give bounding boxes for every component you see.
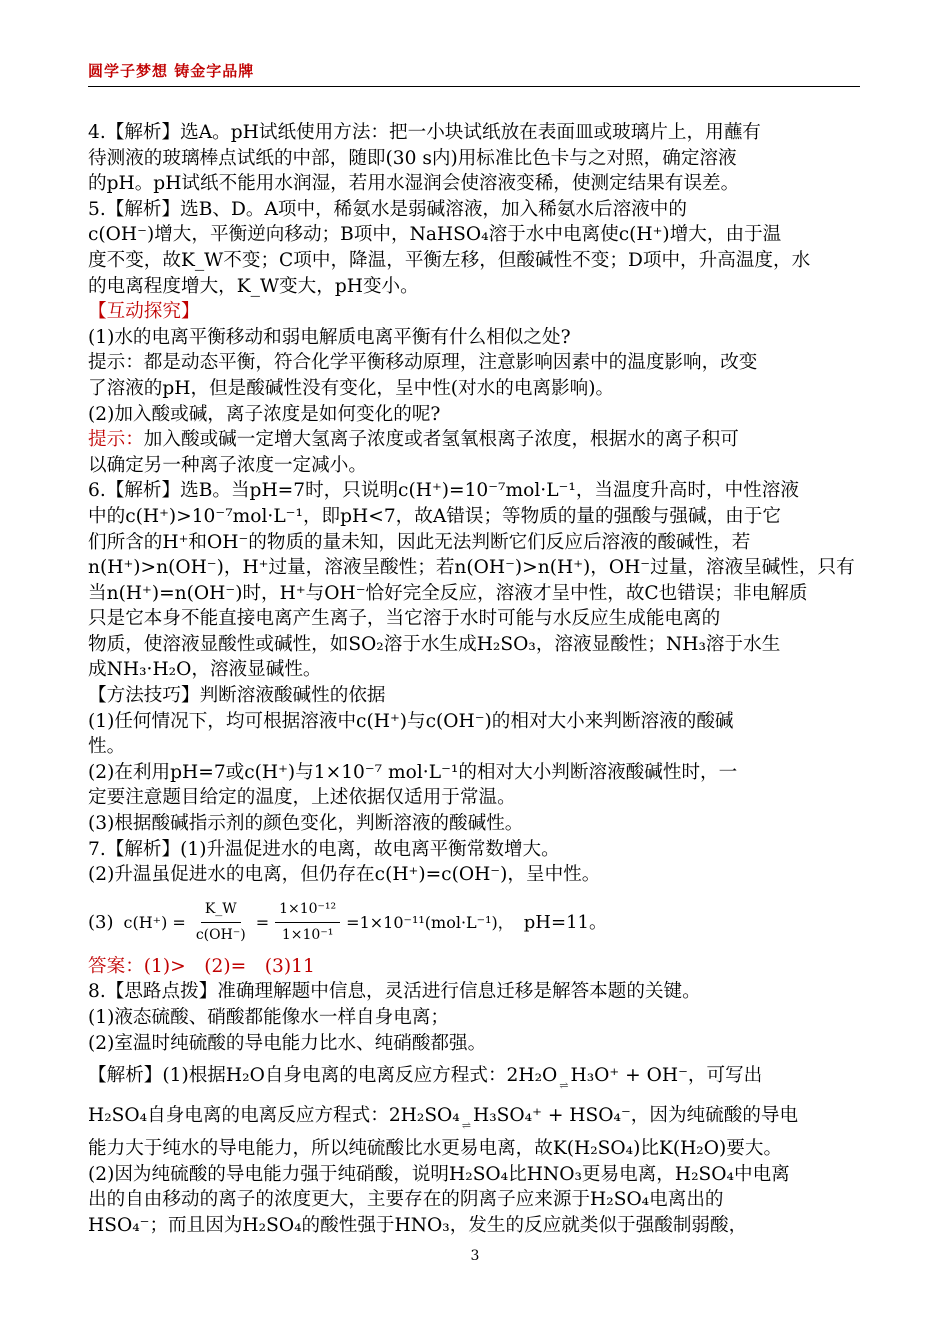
header-slogan: 圆学子梦想 铸金字品牌 [88,62,255,80]
text-line: (1)任何情况下，均可根据溶液中c(H⁺)与c(OH⁻)的相对大小来判断溶液的酸碱 [88,710,734,732]
text-line: 5.【解析】选B、D。A项中，稀氨水是弱碱溶液，加入稀氨水后溶液中的 [88,198,687,220]
fraction-kw [192,897,250,949]
text-line: 成NH₃·H₂O，溶液显碱性。 [88,659,322,681]
text-line: 物质，使溶液显酸性或碱性，如SO₂溶于水生成H₂SO₃，溶液显酸性；NH₃溶于水生 [88,633,781,655]
text-line: 4.【解析】选A。pH试纸使用方法：把一小块试纸放在表面皿或玻璃片上，用蘸有 [88,122,761,143]
text-line: (1)水的电离平衡移动和弱电解质电离平衡有什么相似之处? [88,326,571,348]
section-heading: 【互动探究】 [88,301,200,323]
fraction-values [275,897,340,949]
formula-rhs: =1×10⁻¹¹(mol·L⁻¹)， [346,913,514,933]
equation-text: 【解析】(1)根据H₂O自身电离的电离反应方程式：2H₂O [88,1065,558,1087]
fraction-denominator: 1×10⁻¹ [281,927,334,944]
text-line: 提示：都是动态平衡，符合化学平衡移动原理，注意影响因素中的温度影响，改变 [88,352,758,374]
text-line: 能力大于纯水的导电能力，所以纯硫酸比水更易电离，故K(H₂SO₄)比K(H₂O)要大。 [88,1138,783,1160]
equation-line [88,1096,863,1136]
text-line: (2)室温时纯硫酸的导电能力比水、纯硝酸都强。 [88,1032,487,1054]
text-line: c(OH⁻)增大，平衡逆向移动；B项中，NaHSO₄溶于水中电离使c(H⁺)增大，由于温 [88,224,782,246]
equation-text: H₃SO₄⁺ + HSO₄⁻，因为纯硫酸的导电 [472,1105,799,1127]
text-line: (2)在利用pH=7或c(H⁺)与1×10⁻⁷ mol·L⁻¹的相对大小判断溶液酸碱性时，一 [88,761,738,783]
equilibrium-arrow-icon: ⇌ [461,1119,471,1133]
document-body [88,120,863,1239]
text-line: 的pH。pH试纸不能用水润湿，若用水湿润会使溶液变稀，使测定结果有误差。 [88,173,740,195]
formula-lhs: c(H⁺) = [123,913,186,933]
text-line: HSO₄⁻；而且因为H₂SO₄的酸性强于HNO₃，发生的反应就类似于强酸制弱酸， [88,1214,748,1236]
text-line: (2)因为纯硫酸的导电能力强于纯硝酸，说明H₂SO₄比HNO₃更易电离，H₂SO₄中电离 [88,1163,790,1185]
text-line: 中的c(H⁺)>10⁻⁷mol·L⁻¹，即pH<7，故A错误；等物质的量的强酸与强碱，由于它 [88,505,781,527]
page-number: 3 [470,1248,480,1264]
text-line: 待测液的玻璃棒点试纸的中部，随即(30 s内)用标准比色卡与之对照，确定溶液 [88,147,737,169]
fraction-denominator: c(OH⁻) [195,927,246,944]
text-line: 只是它本身不能直接电离产生离子，当它溶于水时可能与水反应生成能电离的 [88,608,721,630]
text-line: 的电离程度增大，K_W变大，pH变小。 [88,275,419,297]
equilibrium-arrow-icon: ⇌ [559,1079,569,1093]
hint-text: 加入酸或碱一定增大氢离子浓度或者氢氧根离子浓度，根据水的离子积可 [143,429,739,451]
hint-label: 提示： [88,429,144,451]
text-line: 度不变，故K_W不变；C项中，降温，平衡左移，但酸碱性不变；D项中，升高温度，水 [88,249,811,271]
page-header [88,60,860,87]
equation-text: H₃O⁺ + OH⁻，可写出 [570,1065,763,1087]
text-line: 当n(H⁺)=n(OH⁻)时，H⁺与OH⁻恰好完全反应，溶液才呈中性，故C也错误；非电解质 [88,582,808,604]
equation-text: H₂SO₄自身电离的电离反应方程式：2H₂SO₄ [88,1105,460,1127]
fraction-numerator: 1×10⁻¹² [275,897,340,924]
text-line: (1)液态硫酸、硝酸都能像水一样自身电离； [88,1007,450,1028]
text-line: 出的自由移动的离子的浓度更大，主要存在的阴离子应来源于H₂SO₄电离出的 [88,1189,724,1211]
text-line: (2)升温虽促进水的电离，但仍存在c(H⁺)=c(OH⁻)，呈中性。 [88,864,601,886]
text-line: 们所含的H⁺和OH⁻的物质的量未知，因此无法判断它们反应后溶液的酸碱性，若 [88,531,751,553]
text-line: 7.【解析】(1)升温促进水的电离，故电离平衡常数增大。 [88,838,560,860]
text-line: (3)根据酸碱指示剂的颜色变化，判断溶液的酸碱性。 [88,813,524,835]
text-line: 定要注意题目给定的温度，上述依据仅适用于常温。 [88,787,516,809]
formula-prefix: (3) [88,912,114,934]
text-line [88,427,863,453]
formula-equals: = [255,913,270,933]
answer-line: 答案：(1)> (2)= (3)11 [88,955,315,977]
formula-row [88,894,863,952]
text-line: n(H⁺)>n(OH⁻)，H⁺过量，溶液呈酸性；若n(OH⁻)>n(H⁺)，OH⁻过量，溶液呈碱性，只有 [88,557,855,579]
text-line: (2)加入酸或碱，离子浓度是如何变化的呢? [88,403,441,425]
text-line: 了溶液的pH，但是酸碱性没有变化，呈中性(对水的电离影响)。 [88,377,615,399]
text-line: 以确定另一种离子浓度一定减小。 [88,454,367,476]
section-heading: 【方法技巧】判断溶液酸碱性的依据 [88,685,386,707]
fraction-numerator: K_W [201,897,241,924]
text-line: 性。 [88,736,126,758]
text-line: 8.【思路点拨】准确理解题中信息，灵活进行信息迁移是解答本题的关键。 [88,981,701,1003]
equation-line [88,1056,863,1096]
formula-ph: pH=11。 [523,912,607,934]
text-line: 6.【解析】选B。当pH=7时，只说明c(H⁺)=10⁻⁷mol·L⁻¹，当温度升高时，中性溶液 [88,480,799,502]
